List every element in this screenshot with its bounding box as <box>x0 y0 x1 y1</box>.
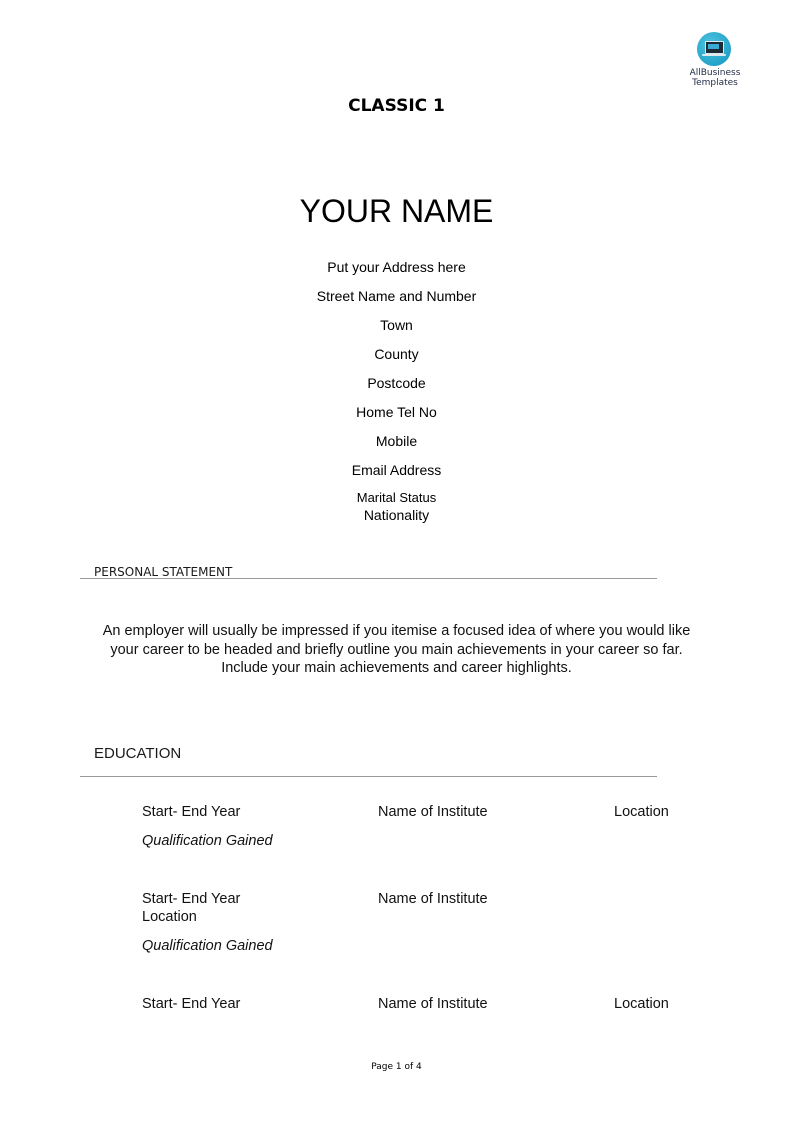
town-line: Town <box>380 317 413 333</box>
your-name-heading: YOUR NAME <box>299 193 494 229</box>
education-location: Location <box>142 909 197 925</box>
section-divider <box>80 578 657 579</box>
education-institute: Name of Institute <box>378 891 488 907</box>
statement-line: An employer will usually be impressed if you itemise a focused idea of where you would like <box>102 623 691 639</box>
education-heading: EDUCATION <box>94 745 182 762</box>
logo-text: AllBusiness Templates <box>689 68 741 88</box>
county-line: County <box>374 346 419 362</box>
education-qualification: Qualification Gained <box>142 833 273 849</box>
postcode-line: Postcode <box>367 375 426 391</box>
allbusiness-templates-logo <box>686 32 744 90</box>
personal-statement-heading: PERSONAL STATEMENT <box>94 565 233 579</box>
marital-status-line: Marital Status <box>356 490 437 505</box>
street-line: Street Name and Number <box>316 288 477 304</box>
education-years: Start- End Year <box>142 996 241 1012</box>
section-divider <box>80 776 657 777</box>
education-location: Location <box>614 804 669 820</box>
statement-line: your career to be headed and briefly outline you main achievements in your career so far. <box>110 641 683 658</box>
education-location: Location <box>614 996 669 1012</box>
email-line: Email Address <box>351 462 442 478</box>
document-title: CLASSIC 1 <box>348 96 445 116</box>
laptop-icon <box>697 32 731 66</box>
statement-line: Include your main achievements and career highlights. <box>221 660 572 676</box>
education-qualification: Qualification Gained <box>142 938 273 954</box>
education-institute: Name of Institute <box>378 804 488 820</box>
address-line: Put your Address here <box>327 259 466 275</box>
education-institute: Name of Institute <box>378 996 488 1012</box>
page-number: Page 1 of 4 <box>371 1062 422 1072</box>
home-tel-line: Home Tel No <box>356 404 437 420</box>
mobile-line: Mobile <box>375 433 418 449</box>
personal-statement-text <box>90 622 703 678</box>
education-years: Start- End Year <box>142 891 241 907</box>
education-years: Start- End Year <box>142 804 241 820</box>
nationality-line: Nationality <box>363 507 430 523</box>
